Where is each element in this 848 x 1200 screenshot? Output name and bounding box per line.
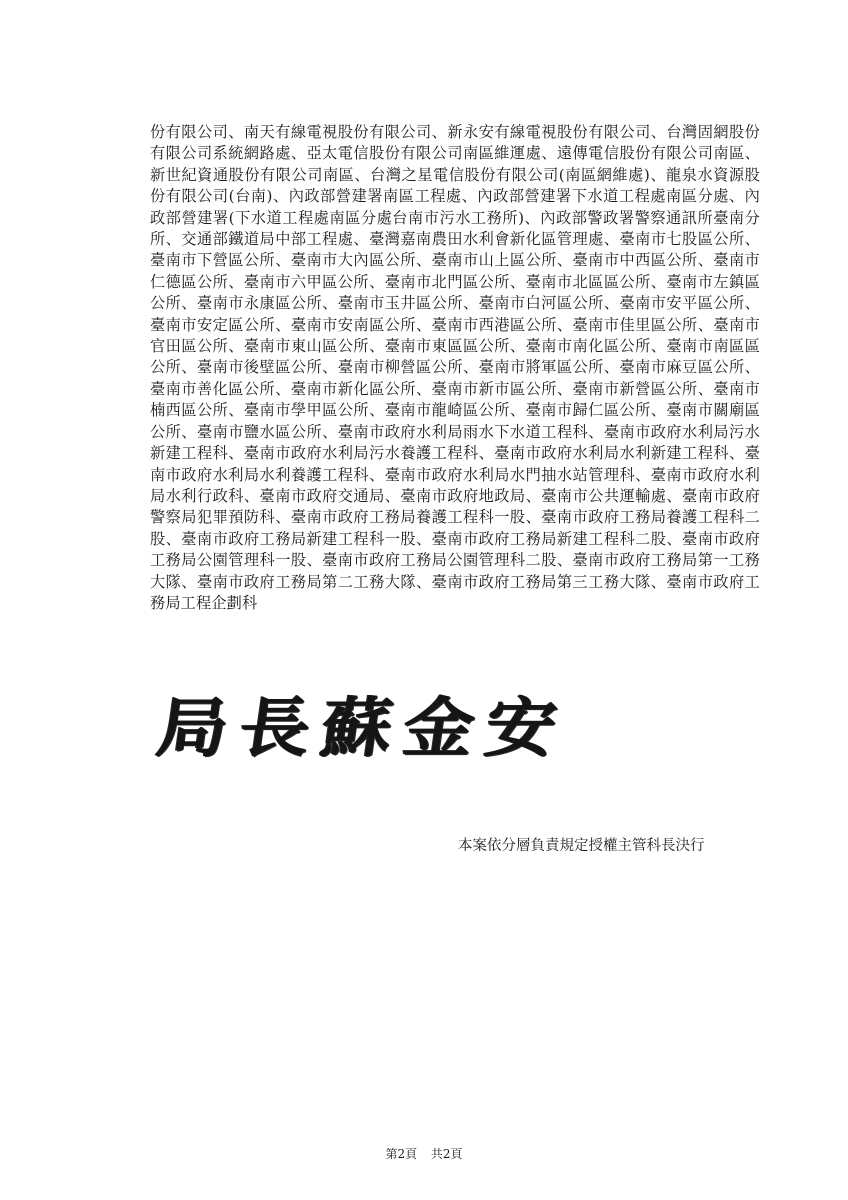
page-footer bbox=[0, 1146, 848, 1162]
signature-text: 局長蘇金安 bbox=[152, 689, 574, 766]
director-signature bbox=[152, 678, 578, 778]
page-total: 共2頁 bbox=[430, 1147, 463, 1161]
page-number: 第2頁 bbox=[385, 1147, 418, 1161]
delegation-note: 本案依分層負責規定授權主管科長決行 bbox=[458, 838, 705, 854]
cc-recipient-list: 份有限公司、南天有線電視股份有限公司、新永安有線電視股份有限公司、台灣固網股份有限公司系統網路處、亞太電信股份有限公司南區維運處、遠傳電信股份有限公司南區、新世紀資通股份有限公司南區、台灣之星電信股份有限公司(南區網維處)、龍泉水資源股份有限公司(台南)、內政部營建署南區工程處、內政部營建署下水道工程處南區分處、內政部營建署(下水道工程處南區分處台南市污水工務所)、內政部警政署警察通訊所臺南分所、交通部鐵道局中部工程處、臺灣嘉南農田水利會新化區管理處、臺南市七股區公所、臺南市下營區公所、臺南市大內區公所、臺南市山上區公所、臺南市中西區公所、臺南市仁德區公所、臺南市六甲區公所、臺南市北門區公所、臺南市北區區公所、臺南市左鎮區公所、臺南市永康區公所、臺南市玉井區公所、臺南市白河區公所、臺南市安平區公所、臺南市安定區公所、臺南市安南區公所、臺南市西港區公所、臺南市佳里區公所、臺南市官田區公所、臺南市東山區公所、臺南市東區區公所、臺南市南化區公所、臺南市南區區公所、臺南市後壁區公所、臺南市柳營區公所、臺南市將軍區公所、臺南市麻豆區公所、臺南市善化區公所、臺南市新化區公所、臺南市新市區公所、臺南市新營區公所、臺南市楠西區公所、臺南市學甲區公所、臺南市龍崎區公所、臺南市歸仁區公所、臺南市關廟區公所、臺南市鹽水區公所、臺南市政府水利局雨水下水道工程科、臺南市政府水利局污水新建工程科、臺南市政府水利局污水養護工程科、臺南市政府水利局水利新建工程科、臺南市政府水利局水利養護工程科、臺南市政府水利局水門抽水站管理科、臺南市政府水利局水利行政科、臺南市政府交通局、臺南市政府地政局、臺南市公共運輸處、臺南市政府警察局犯罪預防科、臺南市政府工務局養護工程科一股、臺南市政府工務局養護工程科二股、臺南市政府工務局新建工程科一股、臺南市政府工務局新建工程科二股、臺南市政府工務局公園管理科一股、臺南市政府工務局公園管理科二股、臺南市政府工務局第一工務大隊、臺南市政府工務局第二工務大隊、臺南市政府工務局第三工務大隊、臺南市政府工務局工程企劃科 bbox=[150, 123, 760, 612]
